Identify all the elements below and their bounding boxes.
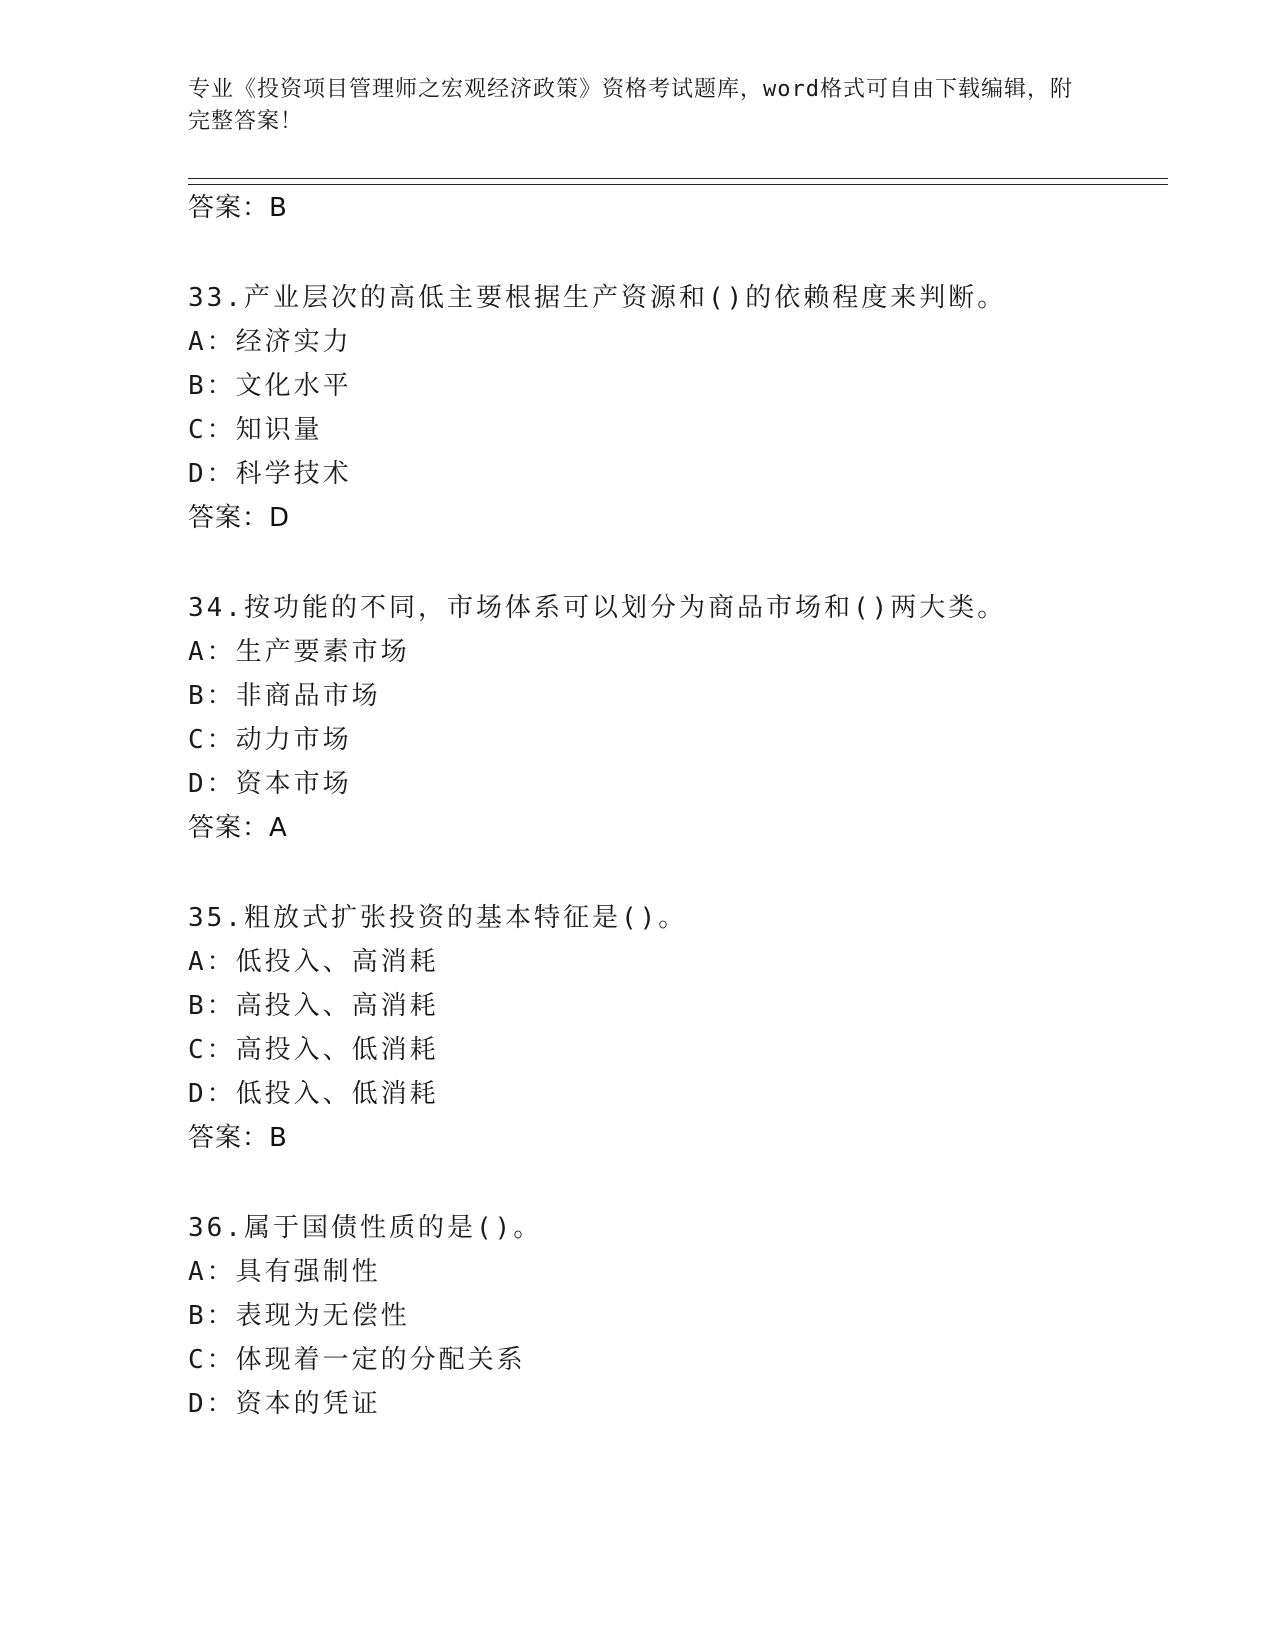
question-36-stem: 36.属于国债性质的是()。 <box>188 1213 543 1243</box>
question-33-option-b: B：文化水平 <box>188 371 352 401</box>
question-36-option-c: C：体现着一定的分配关系 <box>188 1345 526 1375</box>
question-34-option-b: B：非商品市场 <box>188 681 381 711</box>
question-34-option-c: C：动力市场 <box>188 725 352 755</box>
question-33-option-d: D：科学技术 <box>188 459 352 489</box>
answer-q32: 答案：B <box>188 193 288 223</box>
header-divider-bottom <box>188 184 1168 185</box>
question-33-answer: 答案：D <box>188 503 291 533</box>
question-36-option-b: B：表现为无偿性 <box>188 1301 410 1331</box>
question-35-stem: 35.粗放式扩张投资的基本特征是()。 <box>188 903 688 933</box>
question-34-option-d: D：资本市场 <box>188 769 352 799</box>
question-36-option-a: A：具有强制性 <box>188 1257 381 1287</box>
question-35-option-a: A：低投入、高消耗 <box>188 947 439 977</box>
question-33-option-c: C：知识量 <box>188 415 323 445</box>
header-divider-top <box>188 178 1168 179</box>
question-35-answer: 答案：B <box>188 1123 288 1153</box>
question-34-option-a: A：生产要素市场 <box>188 637 410 667</box>
question-34-stem: 34.按功能的不同，市场体系可以划分为商品市场和()两大类。 <box>188 593 1007 623</box>
question-33-stem: 33.产业层次的高低主要根据生产资源和()的依赖程度来判断。 <box>188 283 1007 313</box>
question-35-option-d: D：低投入、低消耗 <box>188 1079 439 1109</box>
document-header: 专业《投资项目管理师之宏观经济政策》资格考试题库，word格式可自由下载编辑，附完整答案！ <box>188 77 1073 134</box>
question-35-option-b: B：高投入、高消耗 <box>188 991 439 1021</box>
question-34-answer: 答案：A <box>188 813 288 843</box>
question-36-option-d: D：资本的凭证 <box>188 1389 381 1419</box>
question-35-option-c: C：高投入、低消耗 <box>188 1035 439 1065</box>
question-33-option-a: A：经济实力 <box>188 327 352 357</box>
